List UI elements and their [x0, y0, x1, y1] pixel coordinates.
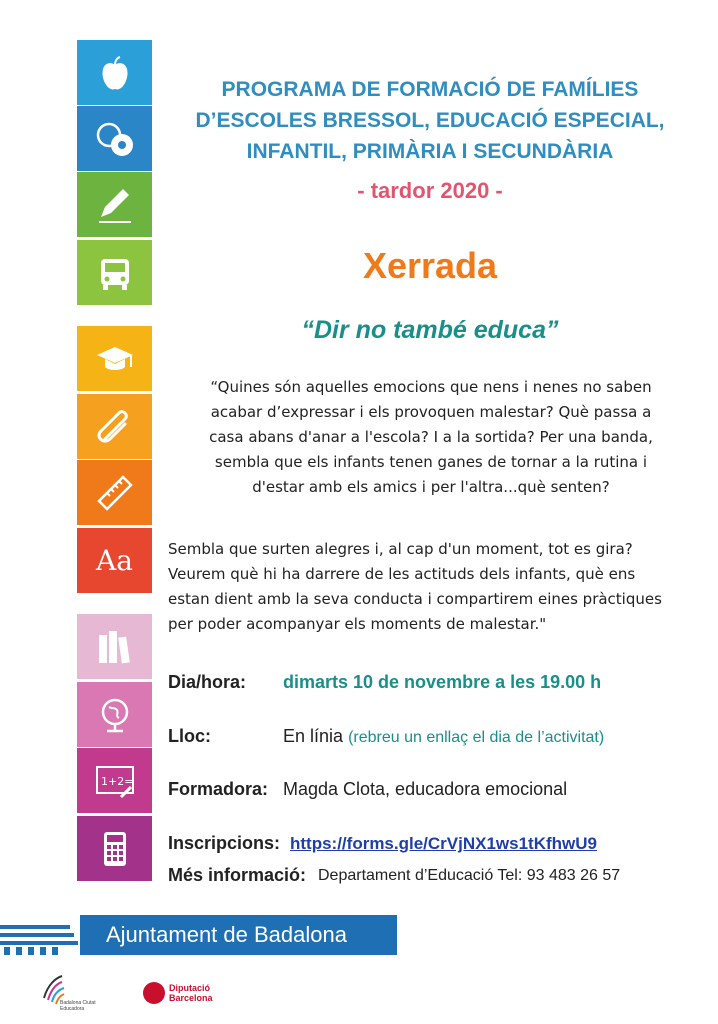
books-icon — [93, 625, 137, 669]
math-board-icon — [93, 759, 137, 803]
diputacio-line-2: Barcelona — [169, 993, 213, 1003]
place-note: (rebreu un enllaç el dia de l’activitat) — [348, 729, 605, 746]
banner-pattern — [0, 915, 80, 955]
tile-pencil — [77, 172, 152, 237]
tile-bus — [77, 240, 152, 305]
diputacio-logo-icon — [143, 982, 165, 1004]
event-type: Xerrada — [362, 245, 498, 286]
signup-label: Inscripcions: — [168, 833, 281, 853]
tile-ruler — [77, 460, 152, 525]
tile-books — [77, 614, 152, 679]
diputacio-line-1: Diputació — [169, 983, 211, 993]
paperclip-icon — [93, 405, 137, 449]
diputacio-logo-text — [169, 983, 213, 1003]
date-label: Dia/hora: — [168, 672, 247, 692]
tile-calculator — [77, 816, 152, 881]
footer-banner — [0, 915, 397, 955]
tile-balls — [77, 106, 152, 171]
calculator-icon — [93, 827, 137, 871]
bus-icon — [93, 251, 137, 295]
program-title — [160, 74, 700, 167]
talk-title: “Dir no també educa” — [301, 316, 559, 344]
apple-icon — [93, 51, 137, 95]
description-part-2: Sembla que surten alegres i, al cap d'un moment, tot es gira? Veurem què hi ha darrere de les actituds dels infants, què ens estan dient amb la seva conducta i compartirem eines pràctiques per poder acompanyar els moments de malestar." — [168, 540, 662, 633]
place-value: En línia — [283, 726, 344, 746]
tile-apple — [77, 40, 152, 105]
pencil-icon — [93, 183, 137, 227]
globe-icon — [93, 693, 137, 737]
program-title-line-1: PROGRAMA DE FORMACIÓ DE FAMÍLIES — [221, 78, 639, 101]
place-label: Lloc: — [168, 726, 211, 746]
tile-globe — [77, 682, 152, 747]
more-info-value: Departament d’Educació Tel: 93 483 26 57 — [318, 867, 621, 884]
letters-icon: Aa — [96, 544, 133, 577]
signup-link[interactable]: https://forms.gle/CrVjNX1ws1tKfhwU9 — [290, 834, 597, 853]
graduation-cap-icon — [93, 337, 137, 381]
program-title-line-3: INFANTIL, PRIMÀRIA I SECUNDÀRIA — [246, 140, 614, 163]
program-title-line-2: D’ESCOLES BRESSOL, EDUCACIÓ ESPECIAL, — [195, 109, 665, 132]
tile-letters — [77, 528, 152, 593]
banner-text: Ajuntament de Badalona — [106, 922, 347, 947]
city-skyline-icon — [0, 915, 80, 955]
trainer-label: Formadora: — [168, 779, 269, 799]
tile-graduation-cap — [77, 326, 152, 391]
place-value-wrap — [283, 726, 604, 747]
math-board-text: 1+2= — [100, 774, 133, 788]
tile-paperclip — [77, 394, 152, 459]
more-info-label: Més informació: — [168, 865, 307, 885]
season-label: - tardor 2020 - — [357, 178, 503, 203]
date-value: dimarts 10 de novembre a les 19.00 h — [283, 672, 602, 692]
tile-math-board — [77, 748, 152, 813]
ruler-icon — [93, 471, 137, 515]
trainer-value: Magda Clota, educadora emocional — [283, 779, 568, 799]
description-part-1: “Quines són aquelles emocions que nens i nenes no saben acabar d’expressar i els provoquen malestar? Què passa a casa abans d'anar a l'escola? I a la sortida? Per una banda, sembla que els infants tenen ganes de tornar a la rutina i d'estar amb els amics i per l'altra...què senten? — [209, 378, 653, 496]
badalona-educadora-text: Badalona Ciutat Educadora — [60, 1000, 96, 1012]
balls-icon — [93, 117, 137, 161]
